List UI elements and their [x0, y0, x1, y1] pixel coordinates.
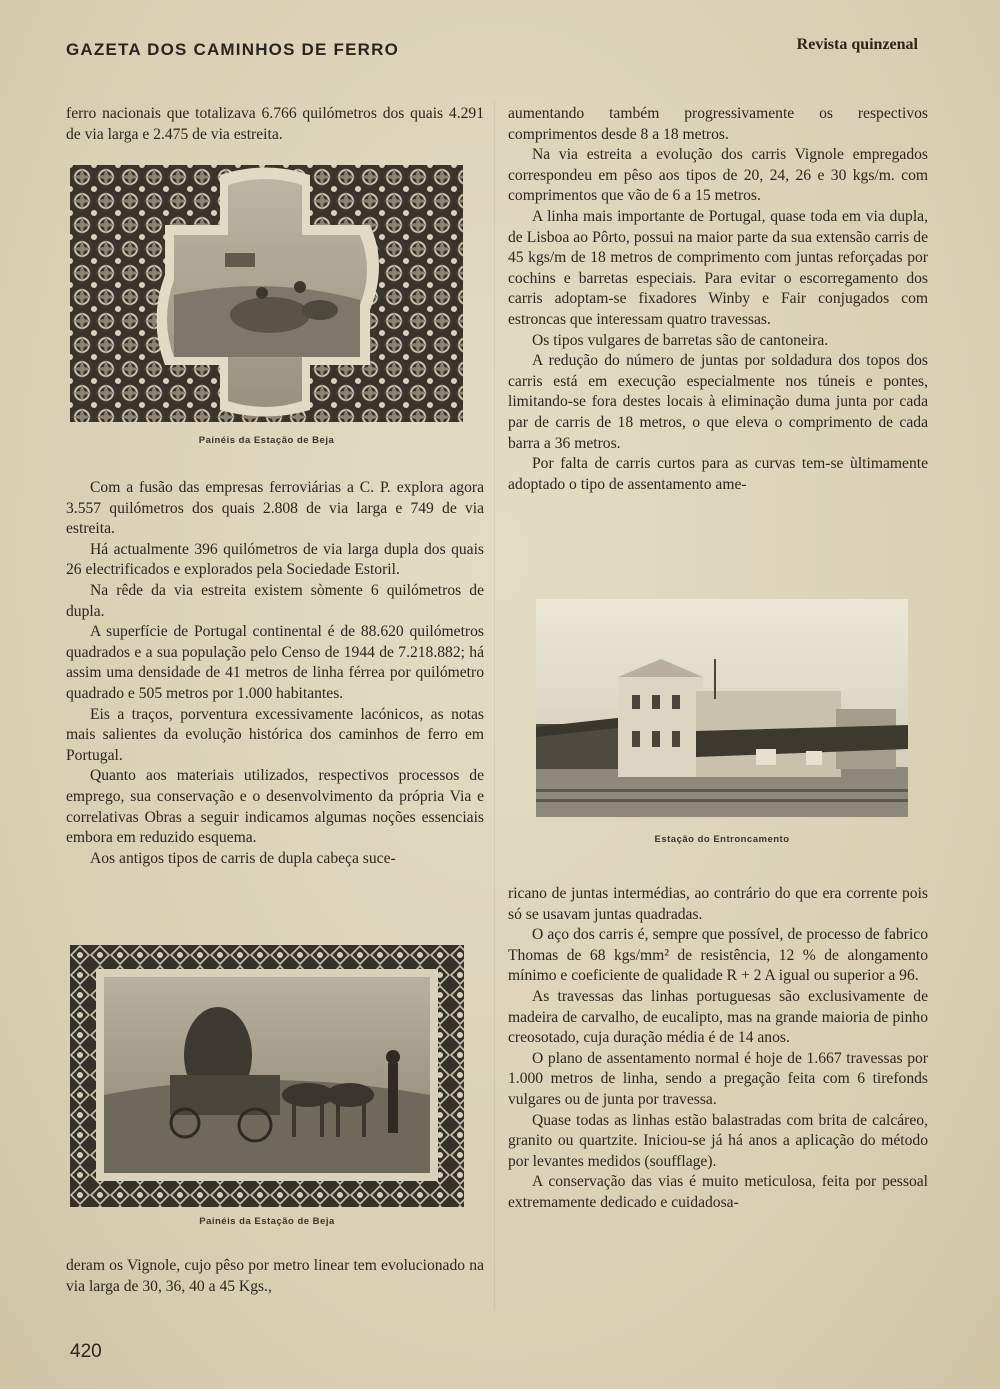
right-text-block-1 — [508, 104, 928, 495]
paragraph: As travessas das linhas portuguesas são exclusivamente de madeira de carvalho, de eucalipto, mas na grande maioria de pinho creosotado, cuja duração média é de 14 anos. — [508, 987, 928, 1047]
figure-caption: Painéis da Estação de Beja — [198, 435, 335, 446]
right-text-block-2 — [508, 884, 928, 1214]
page-number: 420 — [70, 1341, 102, 1362]
paragraph: ferro nacionais que totalizava 6.766 quilómetros dos quais 4.291 de via larga e 2.475 de via estreita. — [66, 105, 484, 143]
paragraph: ricano de juntas intermédias, ao contrário do que era corrente pois só se usavam juntas quadradas. — [508, 885, 928, 923]
paragraph: Aos antigos tipos de carris de dupla cabeça suce- — [90, 849, 396, 867]
paragraph: A conservação das vias é muito meticulosa, feita por pessoal extremamente dedicado e cuidadosa- — [508, 1173, 928, 1211]
paragraph: Na rêde da via estreita existem sòmente 6 quilómetros de dupla. — [66, 581, 484, 620]
paragraph: Há actualmente 396 quilómetros de via larga dupla dos quais 26 electrificados e explorados pela Sociedade Estoril. — [66, 540, 484, 579]
figure-caption: Estação do Entroncamento — [654, 834, 790, 845]
paragraph: A superfície de Portugal continental é de 88.620 quilómetros quadrados e a sua população pelo Censo de 1944 de 7.218.882; há assim uma densidade de 41 metros de linha férrea por quilómetro quadrado e 505 metros por 1.000 habitantes. — [66, 623, 484, 702]
paragraph: Quase todas as linhas estão balastradas com brita de calcáreo, granito ou quartzite. Iniciou-se já há anos a aplicação do método por levantes medidos (soufflage). — [508, 1111, 928, 1170]
paragraph: aumentando também progressivamente os respectivos comprimentos desde 8 a 18 metros. — [508, 105, 928, 143]
paragraph: O aço dos carris é, sempre que possível, de processo de fabrico Thomas de 68 kgs/mm² de resistência, 12 % de alongamento mínimo e coeficiente de qualidade R + 2 A igual ou superior a 96. — [508, 926, 928, 985]
left-text-block-3 — [66, 1256, 484, 1297]
left-text-block-2 — [66, 478, 484, 869]
figure-tile-panel-1 — [70, 165, 463, 422]
journal-subtitle: Revista quinzenal — [796, 36, 918, 53]
paragraph: O plano de assentamento normal é hoje de 1.667 travessas por 1.000 metros de linha, sendo a pregação feita com 6 tirefonds vulgares ou de junta por travessa. — [508, 1049, 928, 1108]
paragraph: A linha mais importante de Portugal, quase toda em via dupla, de Lisboa ao Pôrto, possui na maior parte da sua extensão carris de 45 kgs/m de 18 metros de comprimento com juntas reforçadas por cochins e barretas especiais. Para evitar o escorregamento dos carris adoptam-se fixadores Winby e Fair conjugados com estroncas que interessam quatro travessas. — [508, 207, 928, 328]
column-divider — [494, 100, 495, 1310]
tile-panel-image — [70, 165, 463, 422]
station-photo-image — [536, 599, 908, 817]
paragraph: Por falta de carris curtos para as curvas tem-se ùltimamente adoptado o tipo de assentamento ame- — [508, 455, 928, 493]
paragraph: Os tipos vulgares de barretas são de cantoneira. — [532, 331, 829, 349]
paragraph: A redução do número de juntas por soldadura dos topos dos carris está em execução especialmente nos túneis e pontes, limitando-se fora destes locais à eliminação duma junta por cada par de carris de 18 metros, o que eleva o comprimento de cada barra a 36 metros. — [508, 352, 928, 452]
paragraph: deram os Vignole, cujo pêso por metro linear tem evolucionado na via larga de 30, 36, 40 a 45 Kgs., — [66, 1257, 484, 1295]
paragraph: Na via estreita a evolução dos carris Vignole empregados correspondeu em pêso aos tipos de 20, 24, 26 e 30 kgs/m. com comprimentos que vão de 6 a 15 metros. — [508, 146, 928, 205]
paragraph: Eis a traços, porventura excessivamente lacónicos, as notas mais salientes da evolução histórica dos caminhos de ferro em Portugal. — [66, 705, 484, 764]
tile-panel-image — [70, 945, 464, 1207]
journal-title: GAZETA DOS CAMINHOS DE FERRO — [66, 40, 399, 59]
figure-tile-panel-2 — [70, 945, 464, 1207]
paragraph: Com a fusão das empresas ferroviárias a C. P. explora agora 3.557 quilómetros dos quais 2.808 de via larga e 749 de via estreita. — [66, 479, 484, 538]
figure-station-photo — [536, 599, 908, 817]
figure-caption: Painéis da Estação de Beja — [199, 1216, 335, 1227]
left-text-block-1 — [66, 104, 484, 145]
paragraph: Quanto aos materiais utilizados, respectivos processos de emprego, sua conservação e o desenvolvimento da própria Via e correlativas Obras a seguir indicamos algumas noções essenciais embora em reduzido esquema. — [66, 767, 484, 847]
